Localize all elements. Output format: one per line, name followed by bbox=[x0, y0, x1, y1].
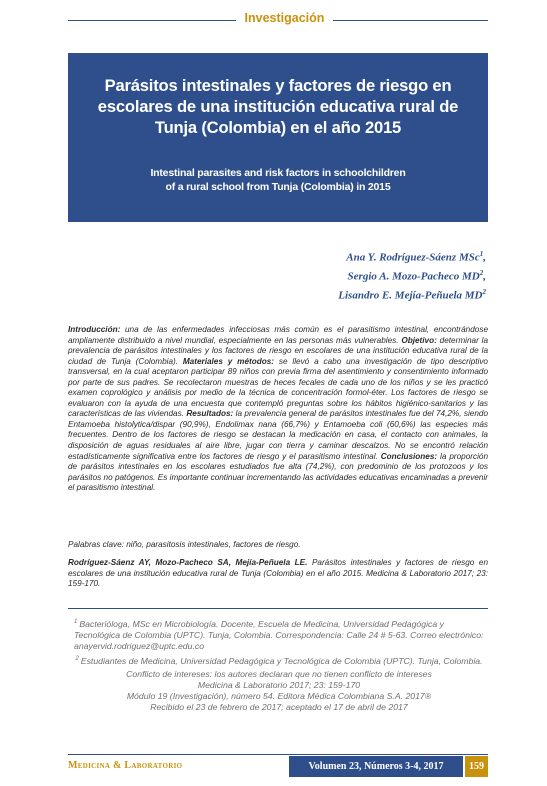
author-2: Sergio A. Mozo-Pacheco $MD^2$, bbox=[347, 269, 486, 283]
affiliation-mark: 2 bbox=[479, 269, 484, 278]
author-list bbox=[338, 247, 486, 304]
english-title-line-1: Intestinal parasites and risk factors in schoolchildren bbox=[150, 167, 406, 179]
citation-authors: Rodríguez-Sáenz AY, Mozo-Pacheco SA, Mejía-Peñuela LE. bbox=[68, 558, 308, 567]
footnote-2 bbox=[74, 654, 484, 667]
affiliation-mark: 2 bbox=[482, 288, 486, 297]
conclusions-label: Conclusiones: bbox=[380, 451, 438, 461]
english-title-line-2: of a rural school from Tunja (Colombia) in 2015 bbox=[165, 181, 391, 193]
intro-text: una de las enfermedades infecciosas más común es el parasitismo intestinal, encontrándose ampliamente distribuido a nivel mundial, especialmente en las personas más vulnerables. bbox=[68, 325, 488, 345]
volume-info: Volumen 23, Números 3-4, 2017 bbox=[289, 756, 463, 777]
author-name: Ana Y. Rodríguez-Sáenz MSc bbox=[346, 251, 480, 264]
journal-name: Medicina & Laboratorio bbox=[68, 760, 183, 771]
footnote-text: Bacterióloga, MSc en Microbiología. Docente, Escuela de Medicina, Universidad Pedagógica y Tecnológica de Colombia (UPTC). Tunja, Colombia. Correspondencia: Calle 24 # 5-63. Correo electrónico: anayervid.rodriguez@uptc.edu.co bbox=[74, 618, 484, 652]
objective-text: determinar la prevalencia de parásitos intestinales y los factores de riesgo en escolares de una institución educativa rural de la ciudad de Tunja (Colombia). bbox=[68, 335, 488, 366]
footer-rule bbox=[68, 754, 488, 755]
header-rule-left bbox=[68, 20, 236, 21]
author-name: Lisandro E. Mejía-Peñuela MD bbox=[338, 289, 483, 302]
abstract bbox=[68, 325, 488, 494]
author-name: Sergio A. Mozo-Pacheco MD bbox=[347, 270, 480, 283]
footnote-text: Estudiantes de Medicina, Universidad Pedagógica y Tecnológica de Colombia (UPTC). Tunja, Colombia. bbox=[80, 656, 483, 667]
objective-label: Objetivo: bbox=[401, 335, 437, 345]
methods-text: se llevó a cabo una investigación de tipo descriptivo transversal, en la cual aceptaron participar 89 niños con previa firma del asentimiento y consentimiento informado por parte de sus padres. Se recolectaron muestras de heces fecales de cada uno de los niños y se les practicó examen coprológico y análisis por medio de la técnica de concentración formol-éter. Los factores de riesgo se evaluaron con la ayuda de una encuesta que contempló preguntas sobre los hábitos higiénico-sanitarios y las características de las viviendas. bbox=[68, 356, 488, 419]
received-dates: Recibido el 23 de febrero de 2017; aceptado el 17 de abril de 2017 bbox=[150, 702, 408, 713]
results-label: Resultados: bbox=[186, 409, 234, 419]
article-title-english bbox=[88, 166, 468, 194]
journal-reference: Medicina & Laboratorio 2017; 23: 159-170 bbox=[197, 680, 361, 691]
conflict-statement: Conflicto de intereses: los autores declaran que no tienen conflicto de intereses bbox=[126, 669, 432, 680]
footnote-divider bbox=[68, 608, 488, 609]
affiliation-mark: 1 bbox=[479, 250, 484, 258]
module-note: Módulo 19 (Investigación), número 54. Editora Médica Colombiana S.A. 2017® bbox=[126, 691, 432, 702]
footnotes bbox=[74, 617, 484, 714]
author-1: Ana Y. Rodríguez-Sáenz MSc$^1$, bbox=[346, 250, 486, 264]
footnote-mark: 2 bbox=[75, 656, 79, 663]
methods-label: Materiales y métodos: bbox=[182, 356, 275, 366]
keywords: Palabras clave: niño, parasitosis intestinales, factores de riesgo. bbox=[68, 540, 301, 549]
citation-text: Parásitos intestinales y factores de riesgo en escolares de una institución educativa rural de Tunja (Colombia) en el año 2015. Medicina & Laboratorio 2017; 23: 159-170. bbox=[68, 558, 488, 588]
header-rule-right bbox=[333, 20, 488, 21]
author-3 bbox=[338, 285, 486, 304]
page-number: 159 bbox=[465, 756, 488, 777]
intro-label: Introducción: bbox=[68, 325, 121, 334]
article-title-spanish: Parásitos intestinales y factores de riesgo en escolares de una institución educativa rural de Tunja (Colombia) en el año 2015 bbox=[97, 76, 459, 137]
citation bbox=[68, 558, 488, 590]
footnote-mark: 1 bbox=[74, 619, 78, 625]
conclusions-text: la proporción de parásitos intestinales en los escolares estudiados fue alta (74,2%), con predominio de los protozoos y los parásitos no patógenos. Es importante continuar incrementando las actividades educativas encaminadas a prevenir el parasitismo intestinal. bbox=[68, 451, 489, 493]
results-text: la prevalencia general de parásitos intestinales fue del 74,2%, siendo Entamoeba histolytica/dispar (90,9%), Endolimax nana (66,7%) y Entamoeba coli (60,6%) las especies más frecuentes. Dentro de los factores de riesgo se destacan la medicación en casa, el contacto con animales, la disposición de aguas residuales al aire libre, jugar con tierra y caminar descalzos. No se encontró relación estadísticamente significativa entre los factores de riesgo y el parasitismo intestinal. bbox=[68, 409, 488, 461]
footnote-1 bbox=[74, 617, 484, 652]
section-label: Investigación bbox=[244, 11, 325, 25]
title-box bbox=[68, 53, 488, 222]
